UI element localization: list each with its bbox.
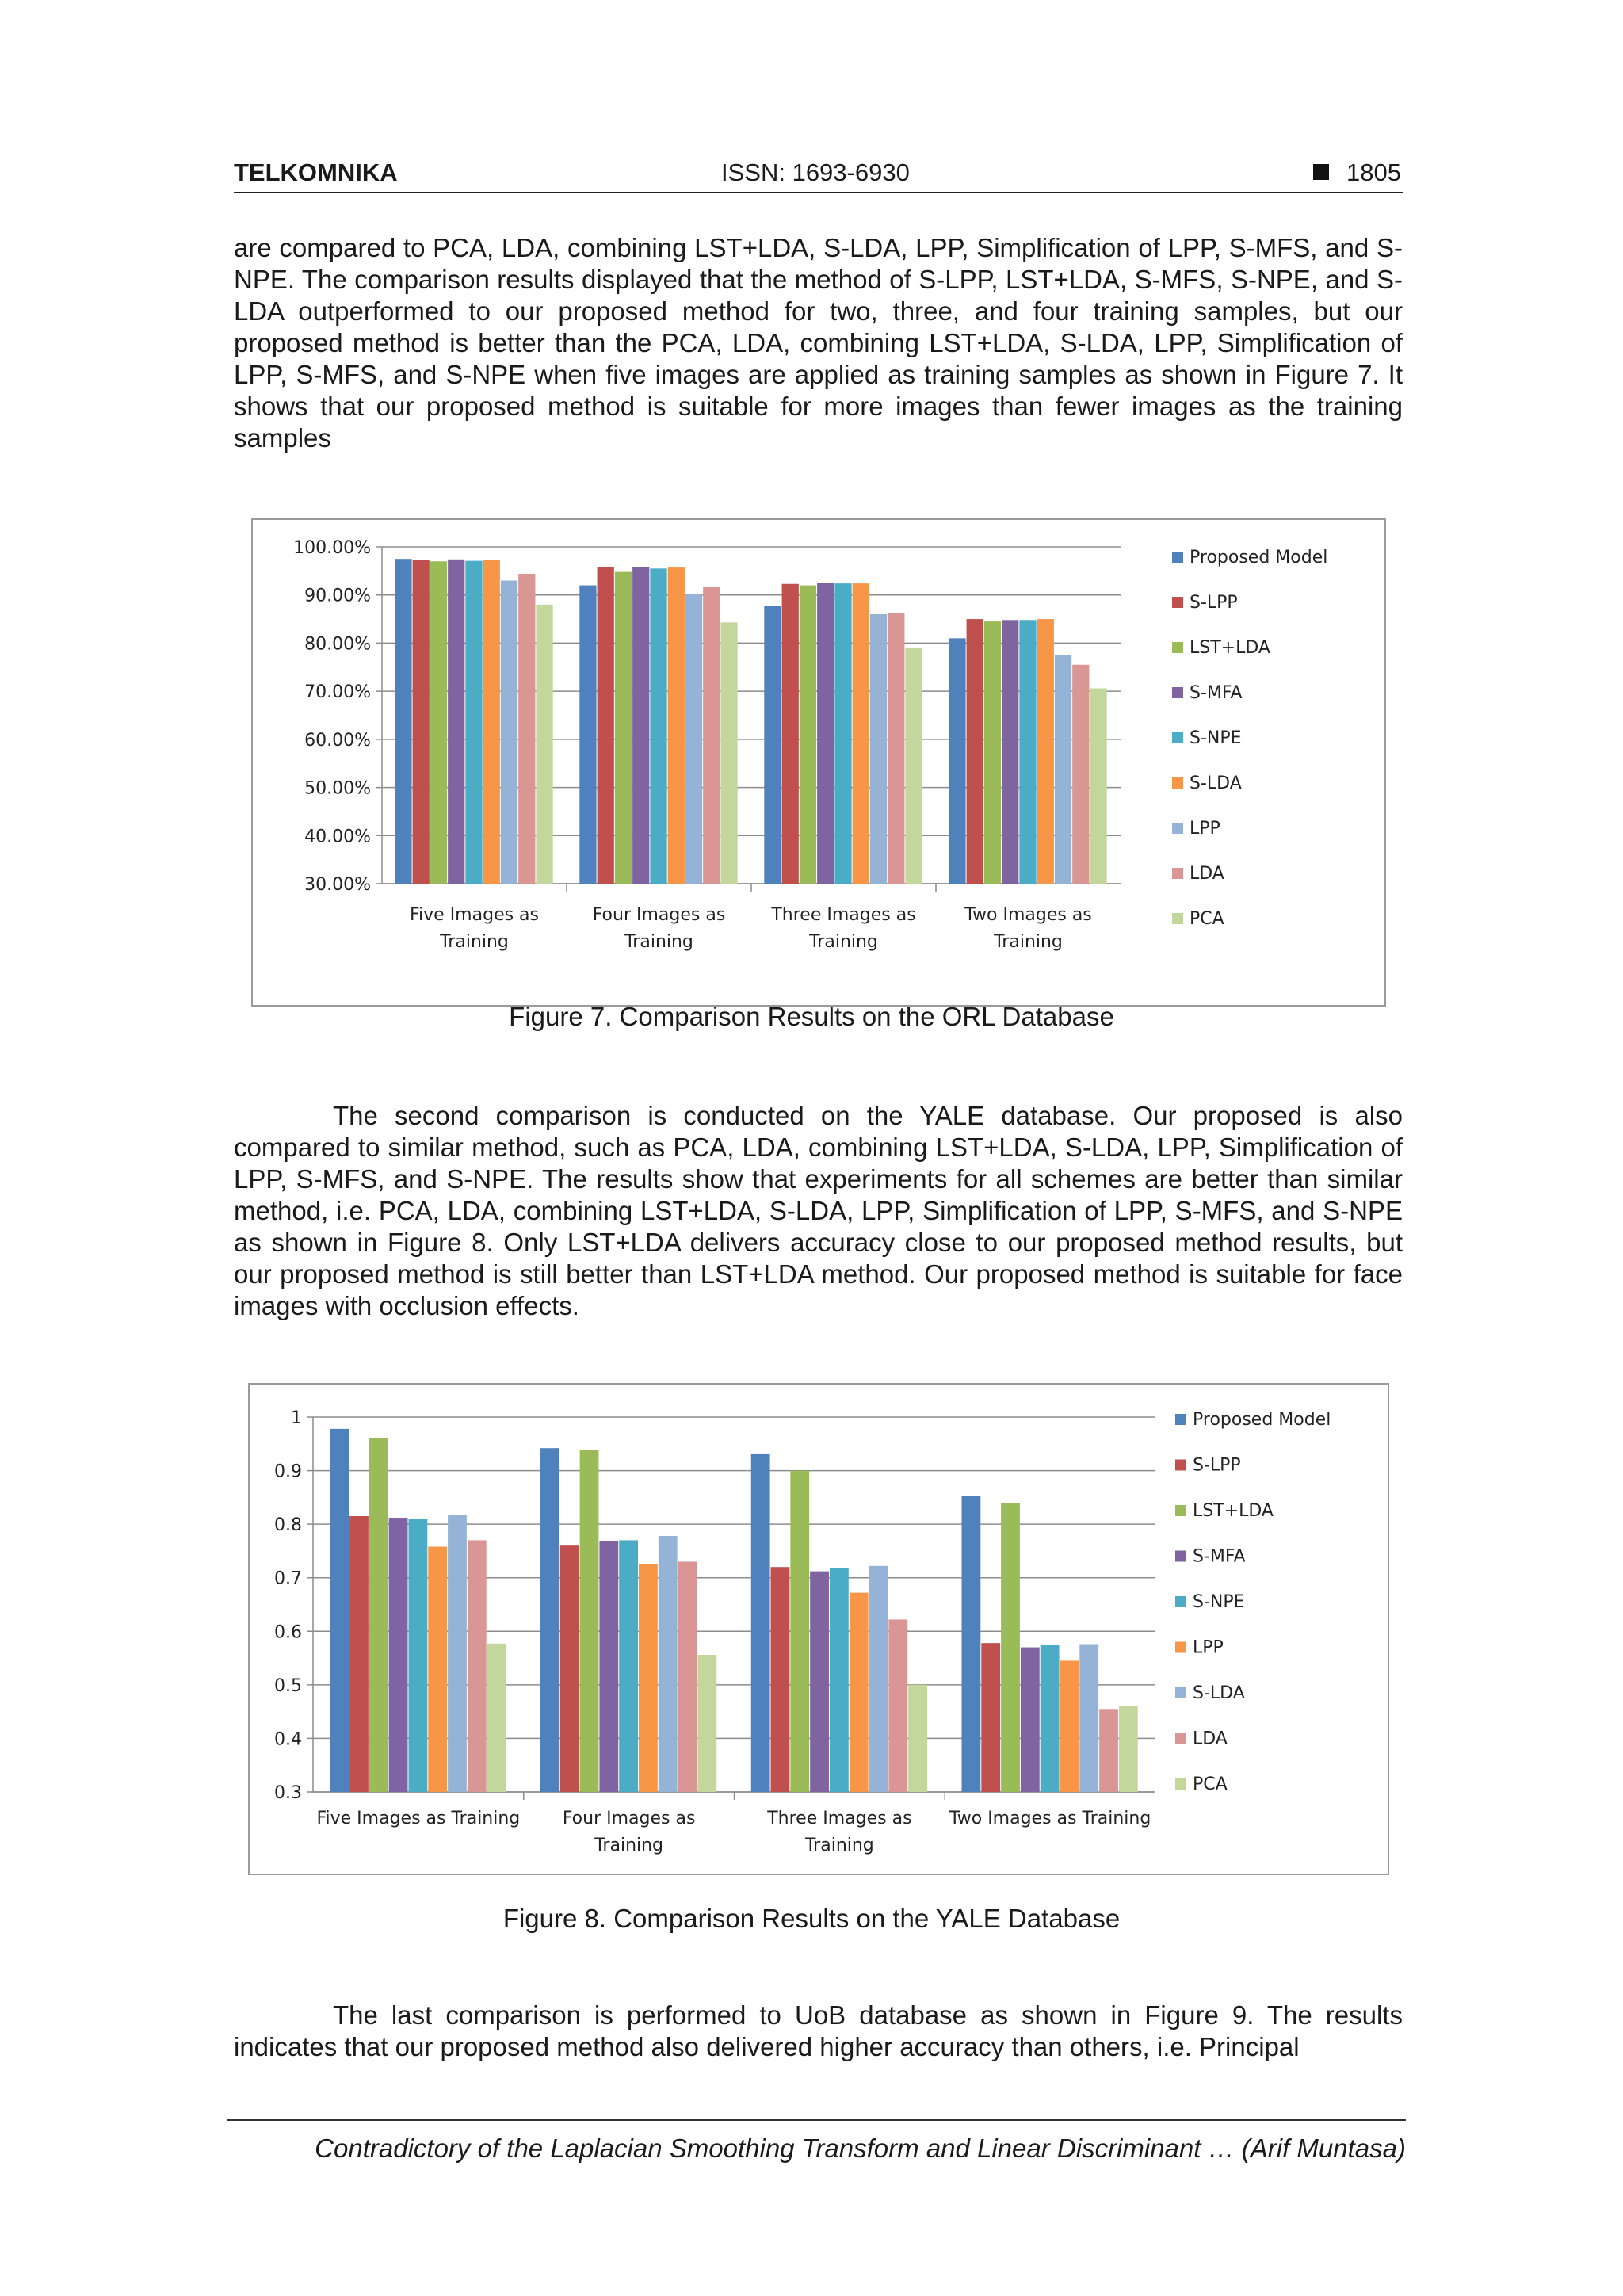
legend-label: S-LPP xyxy=(1193,1455,1241,1476)
bar xyxy=(790,1471,809,1792)
bar xyxy=(853,583,869,884)
figure-8-caption: Figure 8. Comparison Results on the YALE Database xyxy=(502,1904,1121,1933)
bar xyxy=(501,581,517,884)
bar xyxy=(834,583,851,884)
legend-swatch xyxy=(1172,642,1183,653)
bar xyxy=(1060,1660,1079,1792)
bar xyxy=(870,614,887,884)
x-category-label: Two Images as xyxy=(964,905,1092,925)
y-tick-label: 100.00% xyxy=(293,538,371,558)
figure-8-chart xyxy=(248,1383,1389,1875)
bar xyxy=(639,1564,658,1792)
running-header xyxy=(234,155,1403,193)
bar xyxy=(905,648,922,884)
bar xyxy=(981,1643,1000,1792)
bar xyxy=(1001,1503,1020,1792)
y-tick-label: 0.7 xyxy=(274,1568,302,1589)
y-tick-label: 0.4 xyxy=(274,1729,302,1750)
legend-label: LDA xyxy=(1190,864,1224,884)
square-bullet-icon xyxy=(1313,164,1329,180)
legend-label: LST+LDA xyxy=(1190,638,1270,658)
bar xyxy=(697,1655,716,1792)
bar xyxy=(413,560,430,884)
bar xyxy=(518,574,535,884)
y-tick-label: 1 xyxy=(291,1408,302,1428)
y-tick-label: 70.00% xyxy=(304,682,371,703)
x-category-label: Two Images as Training xyxy=(949,1809,1151,1828)
bar xyxy=(1099,1709,1118,1792)
bar xyxy=(619,1540,638,1792)
bar xyxy=(540,1448,559,1792)
bar xyxy=(1072,665,1089,884)
bar xyxy=(908,1685,927,1792)
bar xyxy=(330,1429,349,1792)
y-tick-label: 0.3 xyxy=(274,1783,302,1803)
bar xyxy=(949,638,965,884)
bar xyxy=(428,1547,447,1792)
legend-swatch xyxy=(1172,913,1183,924)
figure-7-caption: Figure 7. Comparison Results on the ORL Database xyxy=(509,1002,1114,1031)
bar xyxy=(468,1540,487,1792)
bar xyxy=(830,1568,849,1792)
legend-label: S-LDA xyxy=(1190,774,1242,793)
bar xyxy=(1002,620,1018,884)
bar xyxy=(448,560,464,884)
issn: ISSN: 1693-6930 xyxy=(721,159,910,186)
x-category-label: Training xyxy=(594,1836,664,1855)
y-tick-label: 50.00% xyxy=(304,778,371,799)
legend-swatch xyxy=(1175,1687,1186,1698)
legend-swatch xyxy=(1175,1596,1186,1607)
legend-swatch xyxy=(1172,868,1183,879)
y-tick-label: 60.00% xyxy=(304,730,371,751)
bar xyxy=(1079,1645,1098,1792)
legend-label: Proposed Model xyxy=(1193,1410,1331,1430)
bar xyxy=(1019,620,1036,884)
bar xyxy=(984,621,1001,884)
bar xyxy=(720,622,737,884)
x-category-label: Four Images as xyxy=(562,1809,696,1828)
bar xyxy=(1041,1645,1060,1792)
bar xyxy=(668,567,685,884)
bar xyxy=(465,561,482,884)
bar xyxy=(771,1567,790,1792)
bar xyxy=(764,606,781,884)
bar xyxy=(850,1593,869,1792)
bar xyxy=(962,1496,981,1792)
legend-swatch xyxy=(1172,552,1183,563)
bar xyxy=(967,619,983,884)
bar xyxy=(448,1515,467,1792)
x-category-label: Training xyxy=(440,932,509,952)
x-category-label: Five Images as xyxy=(409,905,540,925)
bar xyxy=(483,560,500,884)
legend-label: LST+LDA xyxy=(1193,1501,1274,1521)
bar xyxy=(817,583,834,884)
x-category-label: Training xyxy=(994,932,1063,952)
legend-label: LPP xyxy=(1193,1637,1224,1658)
legend-label: PCA xyxy=(1190,909,1224,929)
chart-svg xyxy=(253,520,1384,1005)
bar xyxy=(560,1545,579,1792)
bar xyxy=(888,1619,907,1792)
y-tick-label: 0.5 xyxy=(274,1675,302,1696)
bar xyxy=(1090,689,1106,884)
bar xyxy=(1021,1648,1040,1792)
paragraph-2: The second comparison is conducted on the YALE database. Our proposed is also compared to similar method, such as PCA, LDA, combining LST+LDA, S-LDA, LPP, Simplification of LPP, S-MFS, and S-NPE. The results show that experiments for all schemes are better than similar method, i.e. PCA, LDA, combining LST+LDA, S-LDA, LPP, Simplification of LPP, S-MFS, and S-NPE as shown in Figure 8. Only LST+LDA delivers accuracy close to our proposed method results, but our proposed method is still better than LST+LDA method. Our proposed method is suitable for face images with occlusion effects. xyxy=(234,1101,1403,1320)
legend-label: S-NPE xyxy=(1193,1592,1245,1612)
bar xyxy=(650,568,666,884)
bar xyxy=(389,1518,408,1792)
bar xyxy=(408,1519,427,1792)
legend-label: S-MFA xyxy=(1193,1546,1246,1567)
legend-label: S-NPE xyxy=(1190,728,1242,748)
x-category-label: Training xyxy=(804,1836,874,1855)
legend-swatch xyxy=(1172,777,1183,789)
bar xyxy=(579,586,596,884)
bar xyxy=(1037,619,1054,884)
x-category-label: Training xyxy=(809,932,878,952)
legend-swatch xyxy=(1172,597,1183,608)
legend-swatch xyxy=(1175,1414,1186,1425)
bar xyxy=(487,1644,506,1792)
bar xyxy=(598,567,614,884)
x-category-label: Three Images as xyxy=(767,1809,912,1828)
y-tick-label: 0.6 xyxy=(274,1622,302,1643)
bar xyxy=(349,1516,369,1792)
legend-swatch xyxy=(1172,732,1183,743)
y-tick-label: 80.00% xyxy=(304,634,371,655)
bar xyxy=(632,567,649,884)
bar xyxy=(369,1438,388,1792)
legend-swatch xyxy=(1175,1551,1186,1562)
bar xyxy=(599,1541,618,1792)
legend-swatch xyxy=(1172,687,1183,698)
bar xyxy=(810,1572,829,1792)
page-number: 1805 xyxy=(1346,159,1401,186)
chart-svg xyxy=(250,1385,1388,1874)
x-category-label: Four Images as xyxy=(592,905,726,925)
legend-label: S-LDA xyxy=(1193,1683,1245,1703)
legend-label: LDA xyxy=(1193,1729,1228,1749)
bar xyxy=(782,584,799,884)
x-category-label: Five Images as Training xyxy=(316,1809,521,1828)
bar xyxy=(703,587,720,884)
bar xyxy=(395,559,411,884)
legend-label: Proposed Model xyxy=(1190,548,1328,567)
bar xyxy=(1055,655,1071,884)
y-tick-label: 40.00% xyxy=(304,827,371,847)
legend-swatch xyxy=(1172,823,1183,834)
bar xyxy=(888,613,904,884)
bar xyxy=(536,605,552,884)
journal-name: TELKOMNIKA xyxy=(234,159,398,186)
y-tick-label: 0.9 xyxy=(274,1461,302,1482)
running-footer: Contradictory of the Laplacian Smoothing Transform and Linear Discriminant … (Arif Muntasa) xyxy=(227,2119,1406,2164)
figure-7-chart xyxy=(251,518,1386,1007)
x-category-label: Three Images as xyxy=(771,905,916,925)
legend-swatch xyxy=(1175,1460,1186,1471)
legend-swatch xyxy=(1175,1642,1186,1653)
bar xyxy=(678,1561,697,1792)
bar xyxy=(615,572,632,884)
y-tick-label: 0.8 xyxy=(274,1515,302,1536)
bar xyxy=(1119,1706,1138,1792)
bar xyxy=(430,561,447,884)
legend-label: S-MFA xyxy=(1190,683,1243,703)
bar xyxy=(685,594,702,884)
legend-swatch xyxy=(1175,1505,1186,1516)
y-tick-label: 90.00% xyxy=(304,586,371,606)
legend-label: LPP xyxy=(1190,819,1220,839)
legend-label: PCA xyxy=(1193,1775,1228,1794)
y-tick-label: 30.00% xyxy=(304,875,371,895)
legend-swatch xyxy=(1175,1733,1186,1744)
bar xyxy=(800,586,816,884)
legend-swatch xyxy=(1175,1778,1186,1790)
bar xyxy=(580,1450,599,1792)
bar xyxy=(751,1454,770,1792)
x-category-label: Training xyxy=(624,932,693,952)
bar xyxy=(659,1536,678,1792)
paragraph-1: are compared to PCA, LDA, combining LST+LDA, S-LDA, LPP, Simplification of LPP, S-MFS, and S-NPE. The comparison results displayed that the method of S-LPP, LST+LDA, S-MFS, S-NPE, and S-LDA outperformed to our proposed method for two, three, and four training samples, but our proposed method is better than the PCA, LDA, combining LST+LDA, S-LDA, LPP, Simplification of LPP, S-MFS, and S-NPE when five images are applied as training samples as shown in Figure 7. It shows that our proposed method is suitable for more images than fewer images as the training samples xyxy=(234,233,1403,453)
paragraph-3: The last comparison is performed to UoB database as shown in Figure 9. The results indicates that our proposed method also delivered higher accuracy than others, i.e. Principal xyxy=(234,2000,1403,2061)
page-number-block xyxy=(1313,159,1401,187)
bar xyxy=(869,1566,888,1792)
legend-label: S-LPP xyxy=(1190,593,1238,613)
